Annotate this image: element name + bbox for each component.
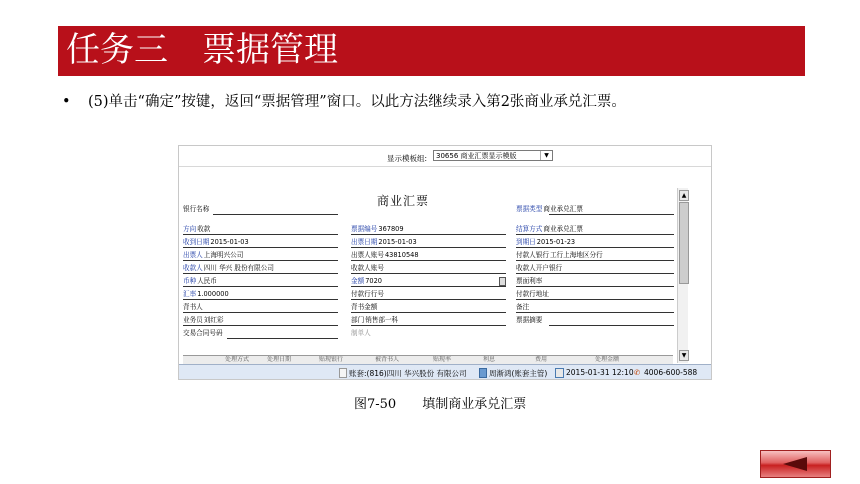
field-drawer-account: 出票人账号43810548 (351, 251, 419, 259)
field-direction: 方向收款 (183, 225, 211, 233)
input-underline[interactable] (549, 325, 674, 326)
back-button[interactable] (760, 450, 831, 478)
status-bar (179, 364, 711, 380)
template-bar (179, 146, 711, 166)
field-settle-method: 结算方式商业承兑汇票 (516, 225, 583, 233)
field-payer-bank: 付款人银行工行上海地区分行 (516, 251, 603, 259)
document-icon (339, 368, 347, 378)
input-underline[interactable] (183, 273, 338, 274)
field-currency: 币种人民币 (183, 277, 217, 285)
field-bank-name: 银行名称 (183, 205, 210, 213)
field-payee-bank: 收款人开户银行 (516, 264, 563, 272)
field-payer-bank-no: 付款行行号 (351, 290, 384, 298)
bullet-mark: • (62, 94, 71, 110)
grid-header (183, 355, 673, 364)
figure-caption: 图7-50 填制商业承兑汇票 (354, 397, 527, 412)
grid-col[interactable]: 费用 (535, 356, 548, 363)
field-payee: 收款人四川 华兴 股份有限公司 (183, 264, 274, 272)
status-phone: 4006-600-588 (644, 368, 698, 377)
field-bill-type: 票据类型商业承兑汇票 (516, 205, 583, 213)
calendar-icon (555, 368, 564, 378)
field-salesman: 业务员刘红彩 (183, 316, 224, 324)
grid-col[interactable]: 处理方式 (225, 356, 250, 363)
input-underline[interactable] (351, 312, 506, 313)
input-underline[interactable] (351, 325, 506, 326)
field-maker: 制单人 (351, 329, 371, 337)
title-bar (58, 26, 805, 76)
scroll-up-icon[interactable]: ▲ (679, 190, 689, 201)
field-exchange-rate: 汇率1.000000 (183, 290, 229, 298)
input-underline[interactable] (516, 286, 674, 287)
input-underline[interactable] (183, 260, 338, 261)
field-face-rate: 票面利率 (516, 277, 543, 285)
grid-col[interactable]: 贴现银行 (319, 356, 344, 363)
input-underline[interactable] (516, 260, 674, 261)
divider (179, 166, 711, 167)
field-bill-no: 票据编号367809 (351, 225, 404, 233)
status-account: 账套:(816)四川 华兴股份 有限公司 (349, 369, 467, 378)
input-underline[interactable] (351, 273, 506, 274)
app-screenshot (178, 145, 712, 380)
field-bill-summary: 票据摘要 (516, 316, 543, 324)
field-endorser: 背书人 (183, 303, 203, 311)
arrow-left-icon (783, 457, 807, 471)
field-contract-no: 交易合同号码 (183, 329, 223, 337)
grid-col[interactable]: 贴现率 (433, 356, 452, 363)
input-underline[interactable] (213, 214, 338, 215)
input-underline[interactable] (351, 247, 506, 248)
vertical-scrollbar[interactable] (677, 188, 688, 363)
input-underline[interactable] (183, 299, 338, 300)
grid-col[interactable]: 利息 (483, 356, 496, 363)
field-receive-date: 收到日期2015-01-03 (183, 238, 249, 246)
form-title: 商业汇票 (377, 194, 430, 208)
grid-col[interactable]: 处理日期 (267, 356, 292, 363)
input-underline[interactable] (351, 234, 506, 235)
phone-icon: ✆ (634, 368, 641, 377)
field-issue-date: 出票日期2015-01-03 (351, 238, 417, 246)
chevron-down-icon[interactable]: ▼ (540, 151, 552, 160)
scroll-thumb[interactable] (679, 202, 689, 284)
input-underline[interactable] (351, 299, 506, 300)
calculator-icon[interactable] (499, 277, 506, 286)
field-department: 部门销售部一科 (351, 316, 399, 324)
field-endorse-amount: 背书金额 (351, 303, 378, 311)
field-remark: 备注 (516, 303, 530, 311)
input-underline[interactable] (183, 286, 338, 287)
template-select[interactable] (433, 150, 553, 161)
input-underline[interactable] (516, 247, 674, 248)
template-value: 30656 商业汇票显示模版 (436, 152, 517, 160)
input-underline[interactable] (351, 260, 506, 261)
scroll-down-icon[interactable]: ▼ (679, 350, 689, 361)
input-underline[interactable] (183, 247, 338, 248)
bullet-text: (5)单击“确定”按键，返回“票据管理”窗口。以此方法继续录入第2张商业承兑汇票。 (88, 94, 626, 110)
field-drawer: 出票人上海明兴公司 (183, 251, 244, 259)
template-label: 显示模板组: (387, 154, 428, 163)
input-underline[interactable] (516, 312, 674, 313)
input-underline[interactable] (183, 312, 338, 313)
field-payer-bank-addr: 付款行地址 (516, 290, 549, 298)
field-due-date: 到期日2015-01-23 (516, 238, 576, 246)
grid-col[interactable]: 被背书人 (375, 356, 400, 363)
input-underline[interactable] (516, 234, 674, 235)
field-amount: 金额7020 (351, 277, 382, 285)
input-underline[interactable] (183, 234, 338, 235)
status-user: 周渐鸿(账套主管) (489, 369, 548, 378)
input-underline[interactable] (516, 299, 674, 300)
input-underline[interactable] (183, 325, 338, 326)
input-underline[interactable] (516, 273, 674, 274)
grid-col[interactable]: 处理金额 (595, 356, 620, 363)
input-underline[interactable] (549, 214, 674, 215)
input-underline[interactable] (227, 338, 338, 339)
field-payee-account: 收款人账号 (351, 264, 384, 272)
user-icon (479, 368, 487, 378)
input-underline[interactable] (351, 286, 506, 287)
slide-title: 任务三 票据管理 (66, 30, 338, 70)
status-datetime: 2015-01-31 12:10 (566, 368, 634, 377)
